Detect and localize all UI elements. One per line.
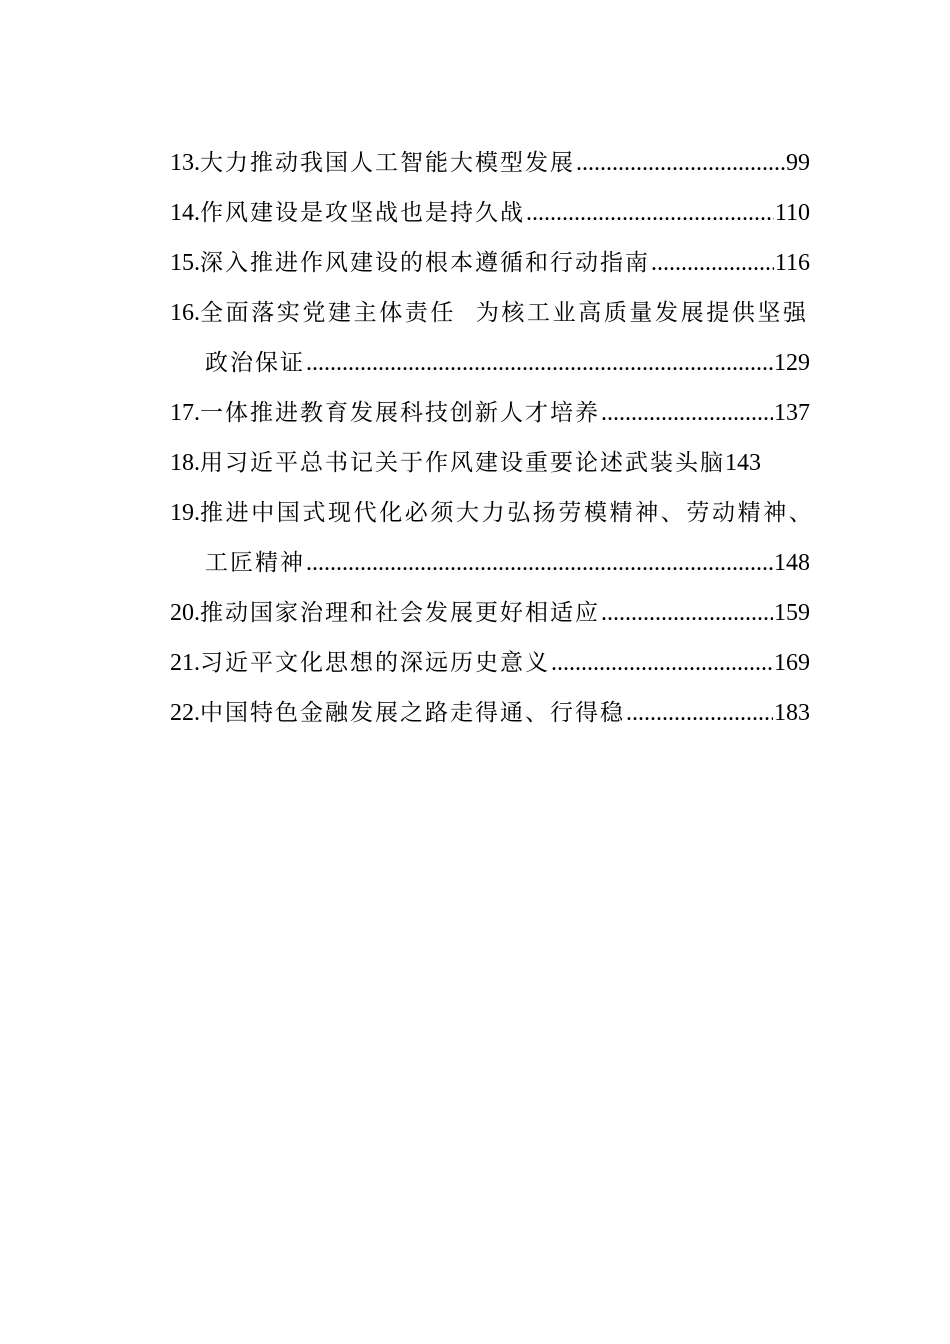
dot-leader xyxy=(526,188,774,238)
toc-entry-number: 19. xyxy=(170,500,200,526)
toc-page-number: 110 xyxy=(774,200,810,226)
toc-entry-title: 推动国家治理和社会发展更好相适应 xyxy=(200,600,600,626)
toc-entry-13[interactable] xyxy=(170,138,810,188)
toc-entry-14[interactable] xyxy=(170,188,810,238)
toc-entry-title: 一体推进教育发展科技创新人才培养 xyxy=(200,400,600,426)
toc-entry-title: 中国特色金融发展之路走得通、行得稳 xyxy=(200,700,625,726)
toc-page-number: 129 xyxy=(774,350,810,376)
toc-entry-number: 21. xyxy=(170,650,200,676)
toc-entry-15[interactable] xyxy=(170,238,810,288)
toc-page-number: 159 xyxy=(774,600,810,626)
toc-entry-title: 作风建设是攻坚战也是持久战 xyxy=(200,200,525,226)
toc-entry-19[interactable] xyxy=(170,488,815,538)
toc-page-number: 148 xyxy=(774,550,810,576)
toc-entry-21[interactable] xyxy=(170,638,810,688)
dot-leader xyxy=(551,638,773,688)
toc-page-number: 99 xyxy=(786,150,810,176)
table-of-contents xyxy=(170,138,815,738)
dot-leader xyxy=(626,688,773,738)
toc-entry-title: 全面落实党建主体责任 为核工业高质量发展提供坚强 xyxy=(200,300,809,326)
toc-entry-title: 习近平文化思想的深远历史意义 xyxy=(200,650,550,676)
toc-entry-17[interactable] xyxy=(170,388,810,438)
toc-entry-number: 17. xyxy=(170,400,200,426)
toc-page-number: 116 xyxy=(774,250,810,276)
toc-entry-number: 22. xyxy=(170,700,200,726)
toc-entry-19-continued[interactable] xyxy=(170,538,810,588)
dot-leader xyxy=(306,538,773,588)
toc-entry-title: 深入推进作风建设的根本遵循和行动指南 xyxy=(200,250,650,276)
toc-entry-number: 15. xyxy=(170,250,200,276)
toc-entry-16[interactable] xyxy=(170,288,810,338)
toc-entry-title-continued: 工匠精神 xyxy=(205,550,305,576)
dot-leader xyxy=(601,588,773,638)
toc-page-number: 169 xyxy=(774,650,810,676)
toc-entry-title: 大力推动我国人工智能大模型发展 xyxy=(200,150,575,176)
toc-entry-number: 18. xyxy=(170,450,200,476)
toc-entry-title: 推进中国式现代化必须大力弘扬劳模精神、劳动精神、 xyxy=(200,500,815,526)
dot-leader xyxy=(651,238,774,288)
toc-entry-18[interactable] xyxy=(170,438,810,488)
toc-entry-22[interactable] xyxy=(170,688,810,738)
toc-entry-title: 用习近平总书记关于作风建设重要论述武装头脑 xyxy=(200,450,725,476)
toc-page-number: 183 xyxy=(774,700,810,726)
dot-leader xyxy=(576,138,785,188)
toc-entry-16-continued[interactable] xyxy=(170,338,810,388)
toc-entry-number: 20. xyxy=(170,600,200,626)
toc-entry-number: 14. xyxy=(170,200,200,226)
toc-entry-number: 13. xyxy=(170,150,200,176)
dot-leader xyxy=(306,338,773,388)
toc-entry-title-continued: 政治保证 xyxy=(205,350,305,376)
toc-entry-number: 16. xyxy=(170,300,200,326)
toc-page-number: 137 xyxy=(774,400,810,426)
toc-entry-20[interactable] xyxy=(170,588,810,638)
dot-leader xyxy=(601,388,773,438)
toc-page-number: 143 xyxy=(725,450,761,476)
